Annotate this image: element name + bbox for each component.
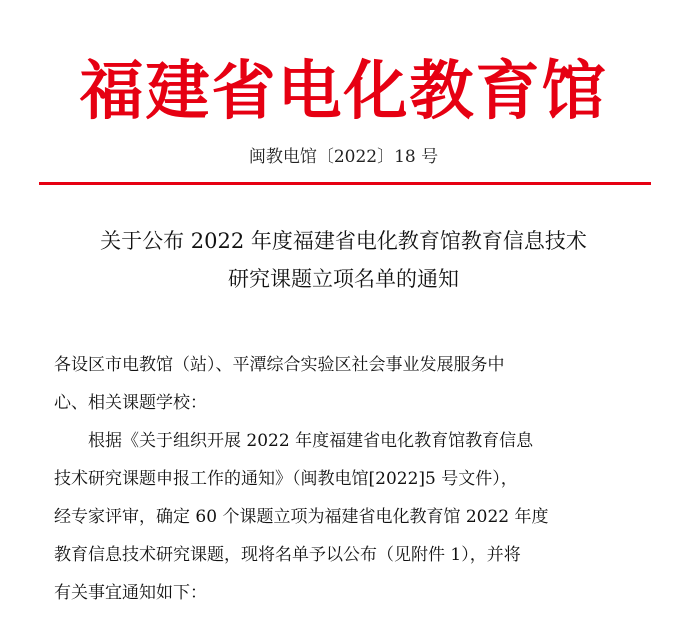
body-line-addressee-2: 心、相关课题学校： <box>54 393 207 413</box>
body-line-paragraph-4: 教育信息技术研究课题，现将名单予以公布（见附件 1），并将 <box>54 545 521 565</box>
body-line-paragraph-3: 经专家评审，确定 60 个课题立项为福建省电化教育馆 2022 年度 <box>54 507 549 527</box>
body-line-addressee-1: 各设区市电教馆（站）、平潭综合实验区社会事业发展服务中 <box>54 355 505 375</box>
document-body <box>54 346 644 612</box>
organization-header: 福建省电化教育馆 <box>79 54 608 129</box>
body-line-paragraph-1: 根据《关于组织开展 2022 年度福建省电化教育馆教育信息 <box>88 431 534 451</box>
red-divider-line <box>39 182 651 185</box>
body-line-paragraph-5: 有关事宜通知如下： <box>54 583 207 603</box>
title-line-2: 研究课题立项名单的通知 <box>228 267 459 291</box>
document-number: 闽教电馆〔2022〕18 号 <box>248 147 439 167</box>
body-line-paragraph-2: 技术研究课题申报工作的通知》（闽教电馆[2022]5 号文件）， <box>54 469 518 489</box>
document-title <box>30 222 657 298</box>
title-line-1: 关于公布 2022 年度福建省电化教育馆教育信息技术 <box>100 229 587 253</box>
